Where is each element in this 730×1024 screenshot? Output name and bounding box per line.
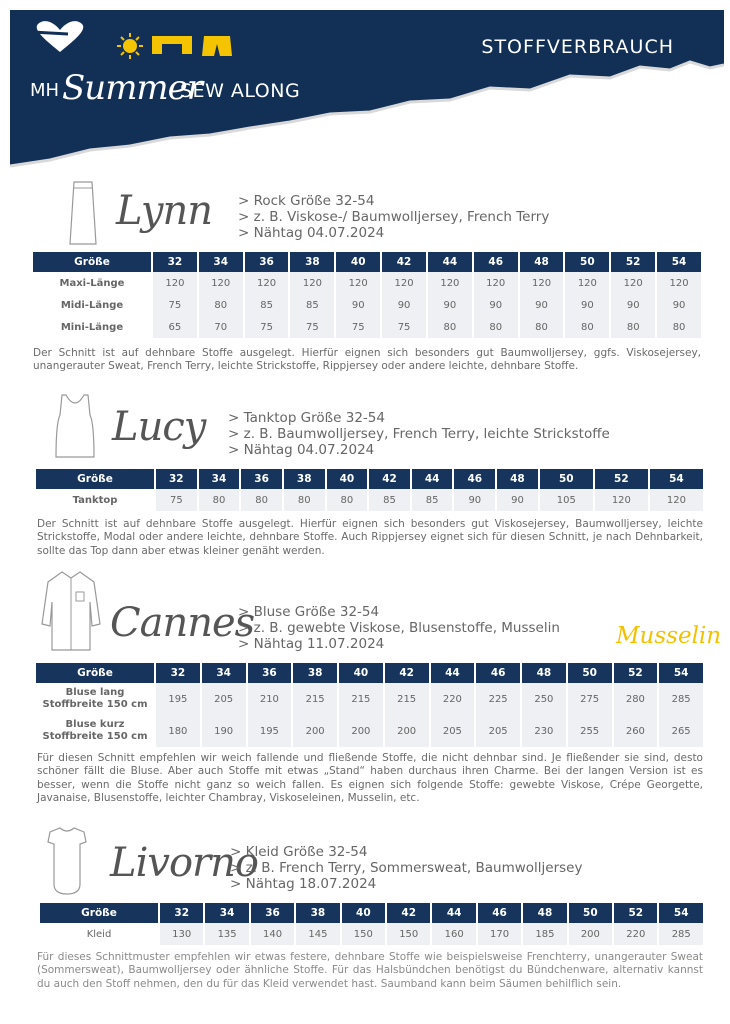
fabric-table-livorno <box>38 903 705 945</box>
table-row <box>33 316 701 338</box>
size-col: 48 <box>520 252 564 272</box>
size-col: 46 <box>474 252 518 272</box>
cell: 140 <box>251 923 294 945</box>
row-label <box>36 715 154 747</box>
size-col: 40 <box>336 252 380 272</box>
cell: 205 <box>431 715 475 747</box>
fabric-table-lynn <box>31 252 703 338</box>
tanktop-icon <box>52 393 98 459</box>
size-col: 44 <box>432 903 475 923</box>
size-col: 42 <box>382 252 426 272</box>
cell: 200 <box>293 715 337 747</box>
cell: 80 <box>611 316 655 338</box>
cell: 90 <box>454 489 495 511</box>
cell: 145 <box>296 923 339 945</box>
cell: 90 <box>497 489 538 511</box>
cell: 75 <box>290 316 334 338</box>
cell: 80 <box>474 316 518 338</box>
description-lynn: Der Schnitt ist auf dehnbare Stoffe ausgelegt. Hierfür eignen sich besonders gut Baumwolljersey, ggfs. Viskosejersey, unangerauter Sweat, French Terry, leichte Strickstoffe, Rippjersey oder andere leichte, dehnbare Stoffe. <box>33 347 701 373</box>
cell: 75 <box>156 489 197 511</box>
cell: 200 <box>569 923 612 945</box>
cell: 75 <box>245 316 289 338</box>
cell: 275 <box>568 683 612 715</box>
row-label: Tanktop <box>36 489 154 511</box>
cell: 200 <box>385 715 429 747</box>
info-line: > Rock Größe 32-54 <box>238 193 375 209</box>
cell: 120 <box>245 272 289 294</box>
cell: 250 <box>522 683 566 715</box>
size-col: 52 <box>614 663 658 683</box>
size-col: 34 <box>202 663 246 683</box>
size-col: 36 <box>241 469 282 489</box>
size-col: 36 <box>251 903 294 923</box>
info-line: > Nähtag 04.07.2024 <box>238 225 385 241</box>
cell: 80 <box>284 489 325 511</box>
cell: 120 <box>199 272 243 294</box>
cell: 210 <box>248 683 292 715</box>
skirt-icon <box>66 180 100 246</box>
cell: 120 <box>595 489 648 511</box>
cell: 80 <box>428 316 472 338</box>
cell: 105 <box>540 489 593 511</box>
cell: 150 <box>387 923 430 945</box>
info-line: > z. B. gewebte Viskose, Blusenstoffe, Musselin <box>238 620 560 636</box>
row-label-main: Bluse kurz <box>65 719 125 730</box>
size-col: 46 <box>476 663 520 683</box>
info-line: > Bluse Größe 32-54 <box>238 604 380 620</box>
description-cannes: Für diesen Schnitt empfehlen wir weich fallende und fließende Stoffe, die nicht dehnbar sind. Je fließender sie sind, desto schöner fällt die Bluse. Aber auch Stoffe mit etwas „Stand“ haben durchaus ihren Charme. Bei der langen Version ist es besser, wenn die Stoffe nicht ganz so weich fallen. Es eignen sich folgende Stoffe: gewebte Viskose, Crépe Georgette, Javanaise, Blusenstoffe, leichter Chambray, Viskoseleinen, Musselin, etc. <box>37 752 703 804</box>
cell: 255 <box>568 715 612 747</box>
description-lucy: Der Schnitt ist auf dehnbare Stoffe ausgelegt. Hierfür eignen sich besonders gut Viskosejersey, Baumwolljersey, leichte Strickstoffe, Modal oder andere leichte, dehnbare Stoffe. Auch Rippjersey eignet sich für diesen Schnitt, je nach Dehnbarkeit, sollte das Top dann aber etwas kleiner genäht werden. <box>37 518 703 557</box>
cell: 120 <box>657 272 701 294</box>
size-col: 44 <box>431 663 475 683</box>
size-col: 34 <box>205 903 248 923</box>
cell: 80 <box>199 294 243 316</box>
table-row <box>33 294 701 316</box>
table-header-label: Größe <box>36 663 154 683</box>
cell: 180 <box>156 715 200 747</box>
logo-sew-along: SEW ALONG <box>180 80 301 102</box>
cell: 80 <box>199 489 240 511</box>
cell: 90 <box>474 294 518 316</box>
cell: 120 <box>428 272 472 294</box>
row-label: Mini-Länge <box>33 316 151 338</box>
size-col: 32 <box>153 252 197 272</box>
row-label: Maxi-Länge <box>33 272 151 294</box>
cell: 90 <box>336 294 380 316</box>
size-col: 38 <box>284 469 325 489</box>
fabric-table-cannes <box>34 663 705 747</box>
cell: 90 <box>657 294 701 316</box>
cell: 120 <box>336 272 380 294</box>
cell: 285 <box>659 923 703 945</box>
logo-summer: Summer <box>62 68 203 108</box>
size-col: 36 <box>248 663 292 683</box>
row-label: Midi-Länge <box>33 294 151 316</box>
size-col: 44 <box>412 469 453 489</box>
size-col: 42 <box>385 663 429 683</box>
cell: 220 <box>614 923 657 945</box>
size-col: 50 <box>569 903 612 923</box>
cell: 185 <box>523 923 566 945</box>
description-livorno: Für dieses Schnittmuster empfehlen wir etwas festere, dehnbare Stoffe wie beispielsweise Frenchterry, unangerauter Sweat (Sommersweat), Baumwolljersey oder ähnliche Stoffe. Für das Halsbündchen benötigst du Bündchenware, alternativ kannst du auch den Stoff nehmen, den du für das Kleid verwendet hast. Saumband kann beim Säumen behilflich sein. <box>37 951 703 990</box>
cell: 225 <box>476 683 520 715</box>
size-col: 52 <box>614 903 657 923</box>
cell: 265 <box>659 715 703 747</box>
size-col: 42 <box>369 469 410 489</box>
logo-mh: MH <box>30 80 60 101</box>
size-col: 50 <box>540 469 593 489</box>
size-col: 42 <box>387 903 430 923</box>
size-col: 34 <box>199 252 243 272</box>
cell: 150 <box>342 923 385 945</box>
cell: 120 <box>520 272 564 294</box>
cell: 120 <box>565 272 609 294</box>
size-col: 40 <box>339 663 383 683</box>
cell: 135 <box>205 923 248 945</box>
table-header-label: Größe <box>40 903 158 923</box>
cell: 285 <box>659 683 703 715</box>
pattern-info-lucy <box>228 410 610 458</box>
row-label <box>36 683 154 715</box>
table-row <box>33 272 701 294</box>
size-col: 46 <box>478 903 521 923</box>
cell: 200 <box>339 715 383 747</box>
pattern-name-livorno: Livorno <box>110 840 258 886</box>
cell: 190 <box>202 715 246 747</box>
table-header-label: Größe <box>33 252 151 272</box>
size-col: 48 <box>523 903 566 923</box>
info-line: > z. B. Viskose-/ Baumwolljersey, French Terry <box>238 209 550 225</box>
table-row <box>36 715 703 747</box>
info-line: > z. B. Baumwolljersey, French Terry, leichte Strickstoffe <box>228 426 610 442</box>
size-col: 36 <box>245 252 289 272</box>
cell: 195 <box>156 683 200 715</box>
row-label-sub: Stoffbreite 150 cm <box>42 731 148 742</box>
cell: 195 <box>248 715 292 747</box>
cell: 85 <box>369 489 410 511</box>
pattern-info-lynn <box>238 193 549 241</box>
info-line: > Nähtag 18.07.2024 <box>230 876 377 892</box>
size-col: 32 <box>156 663 200 683</box>
size-col: 32 <box>156 469 197 489</box>
cell: 80 <box>657 316 701 338</box>
row-label-main: Bluse lang <box>65 687 125 698</box>
table-header-label: Größe <box>36 469 154 489</box>
row-label-sub: Stoffbreite 150 cm <box>42 699 148 710</box>
cell: 120 <box>153 272 197 294</box>
cell: 120 <box>474 272 518 294</box>
pattern-name-lynn: Lynn <box>116 188 212 234</box>
cell: 80 <box>520 316 564 338</box>
cell: 85 <box>290 294 334 316</box>
cell: 160 <box>432 923 475 945</box>
cell: 80 <box>565 316 609 338</box>
cell: 65 <box>153 316 197 338</box>
size-col: 44 <box>428 252 472 272</box>
cell: 215 <box>339 683 383 715</box>
row-label: Kleid <box>40 923 158 945</box>
cell: 205 <box>476 715 520 747</box>
size-col: 54 <box>650 469 703 489</box>
cell: 120 <box>290 272 334 294</box>
cell: 90 <box>520 294 564 316</box>
size-col: 54 <box>659 663 703 683</box>
cell: 80 <box>327 489 368 511</box>
size-col: 54 <box>657 252 701 272</box>
size-col: 50 <box>565 252 609 272</box>
table-row <box>40 923 703 945</box>
cell: 85 <box>245 294 289 316</box>
size-col: 52 <box>595 469 648 489</box>
cell: 120 <box>650 489 703 511</box>
info-line: > Tanktop Größe 32-54 <box>228 410 385 426</box>
cell: 90 <box>428 294 472 316</box>
table-row <box>36 683 703 715</box>
cell: 220 <box>431 683 475 715</box>
dress-icon <box>46 826 88 896</box>
cell: 85 <box>412 489 453 511</box>
size-col: 40 <box>342 903 385 923</box>
pattern-name-lucy: Lucy <box>112 404 206 450</box>
size-col: 32 <box>160 903 203 923</box>
cell: 215 <box>385 683 429 715</box>
cell: 90 <box>611 294 655 316</box>
cell: 90 <box>565 294 609 316</box>
cell: 80 <box>241 489 282 511</box>
info-line: > Nähtag 04.07.2024 <box>228 442 375 458</box>
size-col: 46 <box>454 469 495 489</box>
size-col: 40 <box>327 469 368 489</box>
fabric-table-lucy <box>34 469 705 511</box>
blouse-icon <box>40 568 102 654</box>
cell: 130 <box>160 923 203 945</box>
page-title: STOFFVERBRAUCH <box>481 36 674 58</box>
cell: 75 <box>382 316 426 338</box>
musselin-badge: Musselin <box>616 623 722 649</box>
size-col: 48 <box>497 469 538 489</box>
table-row <box>36 489 703 511</box>
cell: 70 <box>199 316 243 338</box>
cell: 205 <box>202 683 246 715</box>
pattern-name-cannes: Cannes <box>110 600 255 646</box>
cell: 75 <box>336 316 380 338</box>
cell: 280 <box>614 683 658 715</box>
cell: 260 <box>614 715 658 747</box>
info-line: > z. B. French Terry, Sommersweat, Baumwolljersey <box>230 860 583 876</box>
header-banner <box>10 10 724 170</box>
cell: 90 <box>382 294 426 316</box>
size-col: 54 <box>659 903 703 923</box>
cell: 215 <box>293 683 337 715</box>
cell: 230 <box>522 715 566 747</box>
size-col: 34 <box>199 469 240 489</box>
cell: 120 <box>611 272 655 294</box>
pattern-info-livorno <box>230 844 582 892</box>
cell: 75 <box>153 294 197 316</box>
size-col: 38 <box>293 663 337 683</box>
size-col: 38 <box>296 903 339 923</box>
info-line: > Nähtag 11.07.2024 <box>238 636 385 652</box>
size-col: 50 <box>568 663 612 683</box>
cell: 170 <box>478 923 521 945</box>
size-col: 52 <box>611 252 655 272</box>
info-line: > Kleid Größe 32-54 <box>230 844 368 860</box>
cell: 120 <box>382 272 426 294</box>
size-col: 38 <box>290 252 334 272</box>
size-col: 48 <box>522 663 566 683</box>
pattern-info-cannes <box>238 604 560 652</box>
